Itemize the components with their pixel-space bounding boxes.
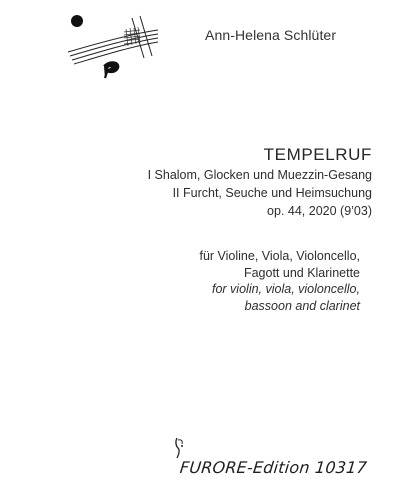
movement-1: I Shalom, Glocken und Muezzin-Gesang [147,168,372,182]
instrumentation-block [199,248,360,314]
composer-name: Ann-Helena Schlüter [205,27,337,43]
title-block [148,144,372,220]
instrumentation-english-line-1: for violin, viola, violoncello, [212,282,360,296]
publisher-imprint: FURORE-Edition 10317 [179,458,368,477]
opus-info: op. 44, 2020 (9’03) [267,204,372,218]
instrumentation-german-line-2: Fagott und Klarinette [243,265,360,280]
instrumentation-english-line-2: bassoon and clarinet [244,298,360,313]
work-title: TEMPELRUF [263,145,372,164]
musical-notation-logo-icon [60,10,160,80]
movement-2: II Furcht, Seuche und Heimsuchung [172,186,372,200]
instrumentation-german-line-1: für Violine, Viola, Violoncello, [199,249,360,263]
furore-mark-icon [172,436,186,460]
